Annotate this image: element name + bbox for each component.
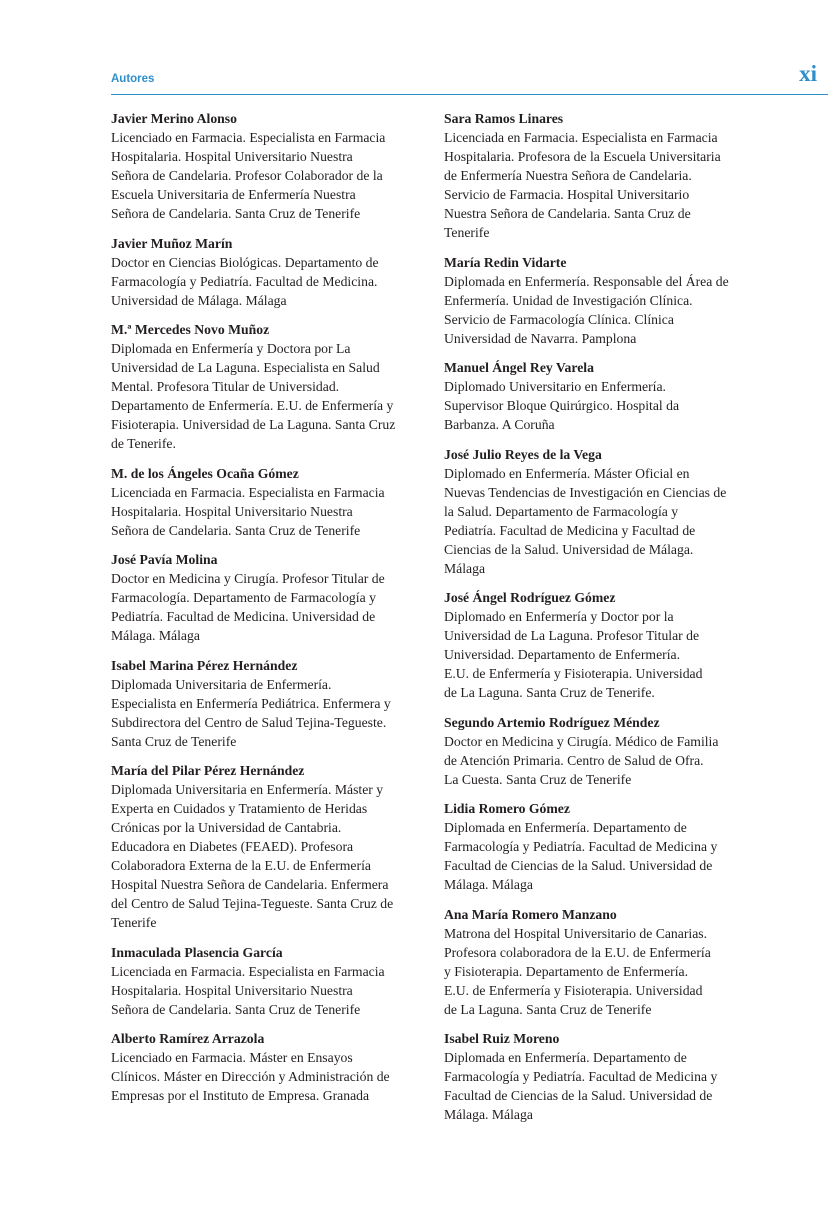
author-entry	[111, 761, 416, 932]
author-entry	[444, 713, 750, 789]
author-name: Segundo Artemio Rodríguez Méndez	[444, 714, 660, 730]
author-affiliation-line: Doctor en Medicina y Cirugía. Médico de Familia	[444, 733, 719, 749]
author-entry	[444, 445, 750, 578]
author-affiliation-line: Málaga	[444, 560, 486, 576]
author-affiliation-line: Facultad de Ciencias de la Salud. Universidad de	[444, 858, 713, 873]
author-affiliation-line: de La Laguna. Santa Cruz de Tenerife	[444, 1001, 652, 1017]
author-affiliation-line: Licenciada en Farmacia. Especialista en Farmacia	[111, 963, 385, 979]
author-entry	[444, 905, 750, 1019]
author-affiliation-line: Licenciado en Farmacia. Máster en Ensayos	[111, 1050, 353, 1065]
author-affiliation-line: Diplomada Universitaria en Enfermería. Máster y	[111, 782, 384, 797]
author-affiliation-line: Ciencias de la Salud. Universidad de Málaga.	[444, 541, 694, 557]
author-name: Manuel Ángel Rey Varela	[444, 360, 594, 375]
author-affiliation-line: Hospital Nuestra Señora de Candelaria. Enfermera	[111, 877, 389, 892]
author-entry	[111, 109, 416, 223]
author-affiliation-line: la Salud. Departamento de Farmacología y	[444, 503, 679, 519]
page-number: xi	[799, 61, 817, 86]
author-affiliation-line: Pediatría. Facultad de Medicina y Facultad de	[444, 522, 696, 538]
author-name: José Ángel Rodríguez Gómez	[444, 590, 616, 605]
author-affiliation-line: La Cuesta. Santa Cruz de Tenerife	[444, 771, 632, 787]
author-affiliation-line: Barbanza. A Coruña	[444, 417, 555, 432]
author-name: Isabel Marina Pérez Hernández	[111, 657, 298, 673]
author-affiliation-line: Santa Cruz de Tenerife	[111, 733, 237, 749]
author-affiliation-line: Departamento de Enfermería. E.U. de Enfermería y	[111, 398, 394, 413]
author-entry	[444, 1029, 750, 1124]
author-entry	[444, 253, 750, 348]
author-affiliation-line: Málaga. Málaga	[444, 1107, 533, 1122]
author-affiliation-line: Farmacología y Pediatría. Facultad de Medicina y	[444, 1069, 718, 1084]
author-affiliation-line: Diplomado Universitario en Enfermería.	[444, 379, 666, 394]
author-affiliation-line: Señora de Candelaria. Santa Cruz de Tenerife	[111, 1001, 361, 1017]
author-affiliation-line: Farmacología y Pediatría. Facultad de Medicina.	[111, 273, 378, 289]
author-affiliation-line: Universidad. Departamento de Enfermería.	[444, 647, 681, 662]
author-name: Isabel Ruiz Moreno	[444, 1031, 560, 1046]
author-affiliation-line: Señora de Candelaria. Santa Cruz de Tenerife	[111, 206, 361, 221]
author-affiliation-line: Crónicas por la Universidad de Cantabria.	[111, 820, 342, 835]
author-affiliation-line: Hospitalaria. Hospital Universitario Nuestra	[111, 149, 353, 164]
author-entry	[444, 588, 750, 702]
author-name: Lidia Romero Gómez	[444, 801, 570, 816]
author-affiliation-line: Señora de Candelaria. Santa Cruz de Tenerife	[111, 522, 361, 538]
author-name: Javier Muñoz Marín	[111, 235, 233, 251]
author-affiliation-line: E.U. de Enfermería y Fisioterapia. Universidad	[444, 982, 703, 998]
author-affiliation-line: Hospitalaria. Hospital Universitario Nuestra	[111, 982, 353, 998]
author-affiliation-line: Diplomada en Enfermería y Doctora por La	[111, 341, 351, 356]
author-affiliation-line: Servicio de Farmacología Clínica. Clínica	[444, 311, 674, 327]
author-affiliation-line: Especialista en Enfermería Pediátrica. Enfermera y	[111, 695, 391, 711]
author-affiliation-line: Hospitalaria. Hospital Universitario Nuestra	[111, 503, 353, 519]
author-affiliation-line: Licenciada en Farmacia. Especialista en Farmacia	[111, 484, 385, 500]
author-affiliation-line: Tenerife	[111, 915, 157, 930]
author-name: María del Pilar Pérez Hernández	[111, 763, 305, 778]
author-affiliation-line: Licenciado en Farmacia. Especialista en Farmacia	[111, 130, 386, 145]
author-affiliation-line: Farmacología y Pediatría. Facultad de Medicina y	[444, 839, 718, 854]
author-affiliation-line: Experta en Cuidados y Tratamiento de Heridas	[111, 801, 368, 816]
author-name: Alberto Ramírez Arrazola	[111, 1031, 265, 1046]
author-name: José Pavía Molina	[111, 552, 218, 567]
author-affiliation-line: Universidad de Navarra. Pamplona	[444, 330, 637, 346]
author-affiliation-line: Nuestra Señora de Candelaria. Santa Cruz de	[444, 206, 691, 221]
author-affiliation-line: Enfermería. Unidad de Investigación Clínica.	[444, 292, 693, 308]
left-column	[111, 109, 416, 1116]
running-head: Autores	[111, 73, 155, 85]
author-affiliation-line: Diplomado en Enfermería. Máster Oficial en	[444, 465, 690, 481]
author-entry	[444, 799, 750, 894]
author-affiliation-line: de Atención Primaria. Centro de Salud de Ofra.	[444, 752, 704, 768]
right-column	[444, 109, 750, 1135]
author-affiliation-line: Tenerife	[444, 225, 490, 240]
author-affiliation-line: Diplomada en Enfermería. Responsable del Área de	[444, 273, 729, 289]
author-affiliation-line: de La Laguna. Santa Cruz de Tenerife.	[444, 685, 655, 700]
author-affiliation-line: Escuela Universitaria de Enfermería Nuestra	[111, 187, 356, 202]
author-affiliation-line: Diplomada Universitaria de Enfermería.	[111, 676, 332, 692]
author-entry	[444, 109, 750, 242]
author-affiliation-line: Supervisor Bloque Quirúrgico. Hospital da	[444, 398, 680, 413]
author-affiliation-line: del Centro de Salud Tejina-Tegueste. Santa Cruz de	[111, 896, 394, 911]
author-affiliation-line: Educadora en Diabetes (FEAED). Profesora	[111, 839, 354, 854]
author-affiliation-line: Empresas por el Instituto de Empresa. Granada	[111, 1088, 370, 1103]
author-affiliation-line: Clínicos. Máster en Dirección y Administración de	[111, 1069, 390, 1084]
author-affiliation-line: Facultad de Ciencias de la Salud. Universidad de	[444, 1088, 713, 1103]
author-affiliation-line: Fisioterapia. Universidad de La Laguna. Santa Cruz	[111, 417, 396, 432]
author-affiliation-line: Mental. Profesora Titular de Universidad.	[111, 379, 340, 394]
author-affiliation-line: y Fisioterapia. Departamento de Enfermería.	[444, 963, 688, 979]
author-affiliation-line: Servicio de Farmacia. Hospital Universitario	[444, 187, 690, 202]
author-affiliation-line: Universidad de Málaga. Málaga	[111, 292, 287, 308]
author-affiliation-line: Universidad de La Laguna. Profesor Titular de	[444, 628, 700, 643]
author-affiliation-line: Hospitalaria. Profesora de la Escuela Universitaria	[444, 149, 721, 164]
author-affiliation-line: de Enfermería Nuestra Señora de Candelaria.	[444, 168, 692, 183]
page-header	[111, 60, 828, 95]
author-name: Sara Ramos Linares	[444, 111, 564, 126]
author-entry	[111, 550, 416, 645]
author-affiliation-line: Doctor en Ciencias Biológicas. Departamento de	[111, 254, 379, 270]
author-affiliation-line: Universidad de La Laguna. Especialista en Salud	[111, 360, 380, 375]
author-name: M.ª Mercedes Novo Muñoz	[111, 322, 270, 337]
author-entry	[111, 234, 416, 310]
author-affiliation-line: Doctor en Medicina y Cirugía. Profesor Titular de	[111, 571, 385, 586]
author-entry	[111, 656, 416, 751]
author-entry	[111, 464, 416, 540]
author-affiliation-line: Diplomada en Enfermería. Departamento de	[444, 1050, 687, 1065]
author-name: María Redin Vidarte	[444, 254, 567, 270]
author-affiliation-line: Colaboradora Externa de la E.U. de Enfermería	[111, 858, 371, 873]
author-affiliation-line: Diplomada en Enfermería. Departamento de	[444, 820, 687, 835]
author-affiliation-line: Málaga. Málaga	[111, 628, 200, 643]
author-name: Ana María Romero Manzano	[444, 906, 617, 922]
author-name: Javier Merino Alonso	[111, 111, 237, 126]
author-entry	[444, 358, 750, 434]
author-affiliation-line: Profesora colaboradora de la E.U. de Enfermería	[444, 944, 711, 960]
author-name: José Julio Reyes de la Vega	[444, 446, 602, 462]
author-name: M. de los Ángeles Ocaña Gómez	[111, 465, 299, 481]
author-entry	[111, 1029, 416, 1105]
author-entry	[111, 943, 416, 1019]
author-affiliation-line: E.U. de Enfermería y Fisioterapia. Universidad	[444, 666, 703, 681]
author-affiliation-line: Señora de Candelaria. Profesor Colaborador de la	[111, 168, 383, 183]
author-affiliation-line: Farmacología. Departamento de Farmacología y	[111, 590, 376, 605]
author-entry	[111, 320, 416, 453]
author-affiliation-line: Diplomado en Enfermería y Doctor por la	[444, 609, 674, 624]
author-affiliation-line: Málaga. Málaga	[444, 877, 533, 892]
author-affiliation-line: Nuevas Tendencias de Investigación en Ciencias de	[444, 484, 727, 500]
author-affiliation-line: Pediatría. Facultad de Medicina. Universidad de	[111, 609, 376, 624]
author-affiliation-line: Licenciada en Farmacia. Especialista en Farmacia	[444, 130, 718, 145]
author-affiliation-line: Subdirectora del Centro de Salud Tejina-Tegueste.	[111, 714, 387, 730]
author-name: Inmaculada Plasencia García	[111, 944, 283, 960]
author-affiliation-line: Matrona del Hospital Universitario de Canarias.	[444, 925, 708, 941]
author-affiliation-line: de Tenerife.	[111, 436, 176, 451]
